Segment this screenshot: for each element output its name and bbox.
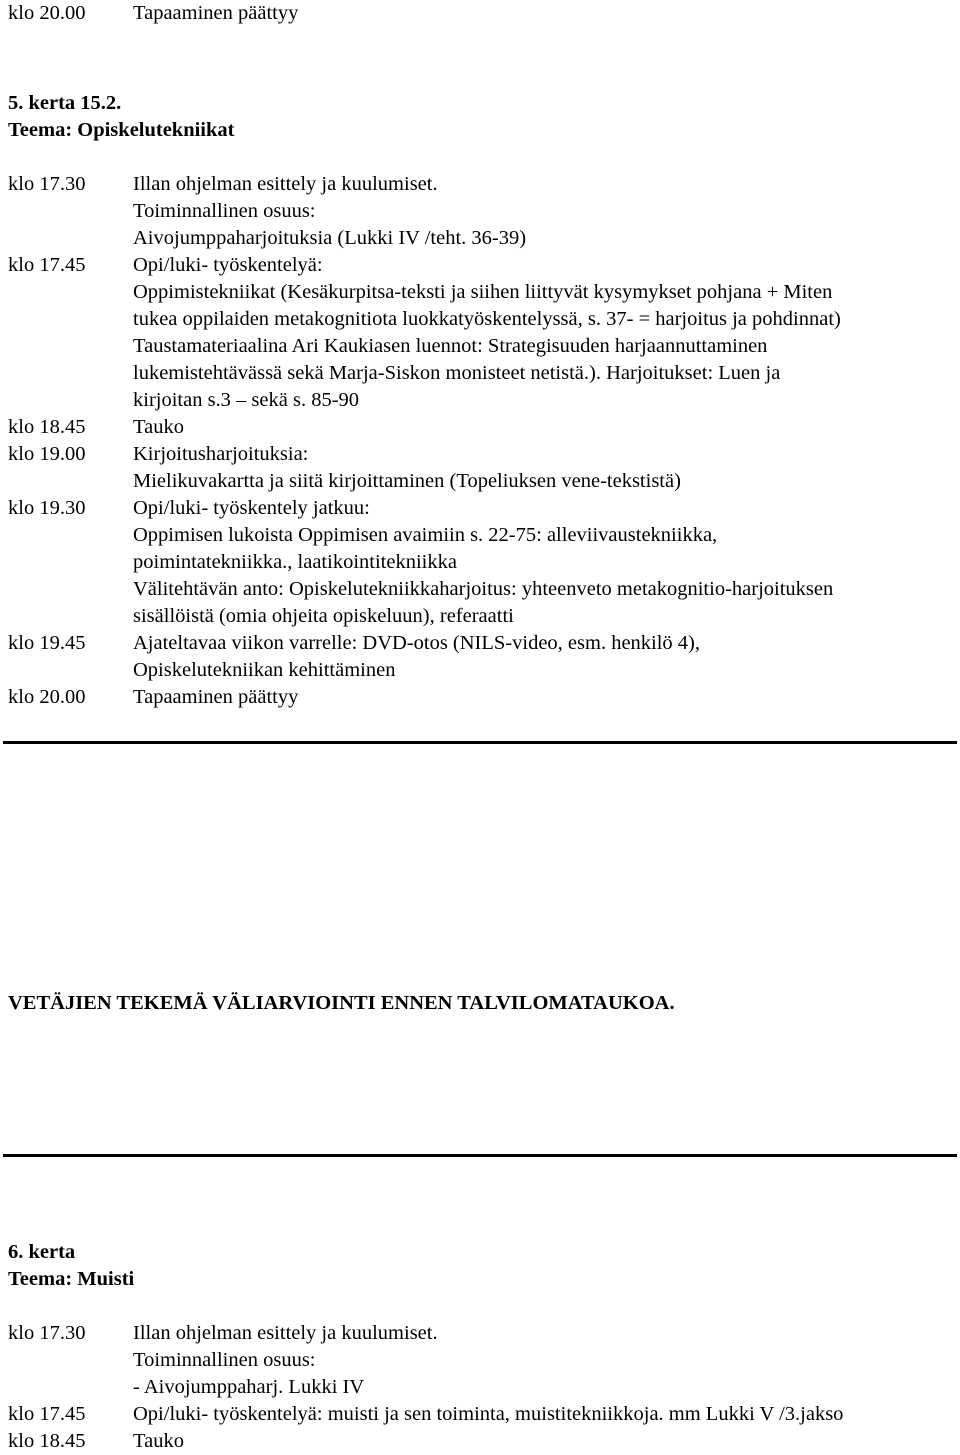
agenda-text: Opi/luki- työskentely jatkuu:: [133, 497, 370, 519]
agenda-text: Tapaaminen päättyy: [133, 2, 299, 24]
agenda-text: Ajateltavaa viikon varrelle: DVD-otos (NILS-video, esm. henkilö 4),: [133, 632, 701, 654]
agenda-text: sisällöistä (omia ohjeita opiskeluun), referaatti: [133, 605, 514, 627]
agenda-text: Tauko: [133, 1430, 184, 1452]
agenda-text: Oppimistekniikat (Kesäkurpitsa-teksti ja siihen liittyvät kysymykset pohjana + Miten: [133, 281, 833, 303]
time-label: klo 17.45: [8, 1403, 86, 1425]
session-heading: 5. kerta 15.2.: [8, 92, 122, 114]
section-divider: [3, 741, 957, 744]
agenda-text: Opi/luki- työskentelyä: muisti ja sen toiminta, muistitekniikkoja. mm Lukki V /3.jakso: [133, 1403, 844, 1425]
agenda-text: Kirjoitusharjoituksia:: [133, 443, 309, 465]
time-label: klo 18.45: [8, 1430, 86, 1452]
time-label: klo 19.30: [8, 497, 86, 519]
agenda-text: Illan ohjelman esittely ja kuulumiset.: [133, 173, 438, 195]
agenda-text: Tauko: [133, 416, 184, 438]
agenda-text: tukea oppilaiden metakognitiota luokkatyöskentelyssä, s. 37- = harjoitus ja pohdinnat): [133, 308, 841, 330]
agenda-text: Opi/luki- työskentelyä:: [133, 254, 323, 276]
agenda-text: Aivojumppaharjoituksia (Lukki IV /teht. 36-39): [133, 227, 527, 249]
agenda-text: Toiminnallinen osuus:: [133, 200, 316, 222]
agenda-text: Välitehtävän anto: Opiskelutekniikkaharjoitus: yhteenveto metakognitio-harjoituksen: [133, 578, 834, 600]
time-label: klo 19.00: [8, 443, 86, 465]
agenda-text: poimintatekniikka., laatikointitekniikka: [133, 551, 457, 573]
agenda-text: - Aivojumppaharj. Lukki IV: [133, 1376, 365, 1398]
time-label: klo 17.30: [8, 173, 86, 195]
time-label: klo 19.45: [8, 632, 86, 654]
session-theme: Teema: Muisti: [8, 1268, 135, 1290]
interim-note: VETÄJIEN TEKEMÄ VÄLIARVIOINTI ENNEN TALVILOMATAUKOA.: [8, 992, 675, 1014]
time-label: klo 20.00: [8, 2, 86, 24]
agenda-text: Illan ohjelman esittely ja kuulumiset.: [133, 1322, 438, 1344]
time-label: klo 17.45: [8, 254, 86, 276]
agenda-text: Tapaaminen päättyy: [133, 686, 299, 708]
time-label: klo 20.00: [8, 686, 86, 708]
agenda-text: Opiskelutekniikan kehittäminen: [133, 659, 396, 681]
agenda-text: Mielikuvakartta ja siitä kirjoittaminen (Topeliuksen vene-tekstistä): [133, 470, 681, 492]
agenda-text: Toiminnallinen osuus:: [133, 1349, 316, 1371]
agenda-text: kirjoitan s.3 – sekä s. 85-90: [133, 389, 360, 411]
session-heading: 6. kerta: [8, 1241, 76, 1263]
session-theme: Teema: Opiskelutekniikat: [8, 119, 235, 141]
section-divider: [3, 1154, 957, 1157]
time-label: klo 17.30: [8, 1322, 86, 1344]
time-label: klo 18.45: [8, 416, 86, 438]
agenda-text: Oppimisen lukoista Oppimisen avaimiin s. 22-75: alleviivaustekniikka,: [133, 524, 718, 546]
agenda-text: lukemistehtävässä sekä Marja-Siskon monisteet netistä.). Harjoitukset: Luen ja: [133, 362, 781, 384]
agenda-text: Taustamateriaalina Ari Kaukiasen luennot: Strategisuuden harjaannuttaminen: [133, 335, 768, 357]
